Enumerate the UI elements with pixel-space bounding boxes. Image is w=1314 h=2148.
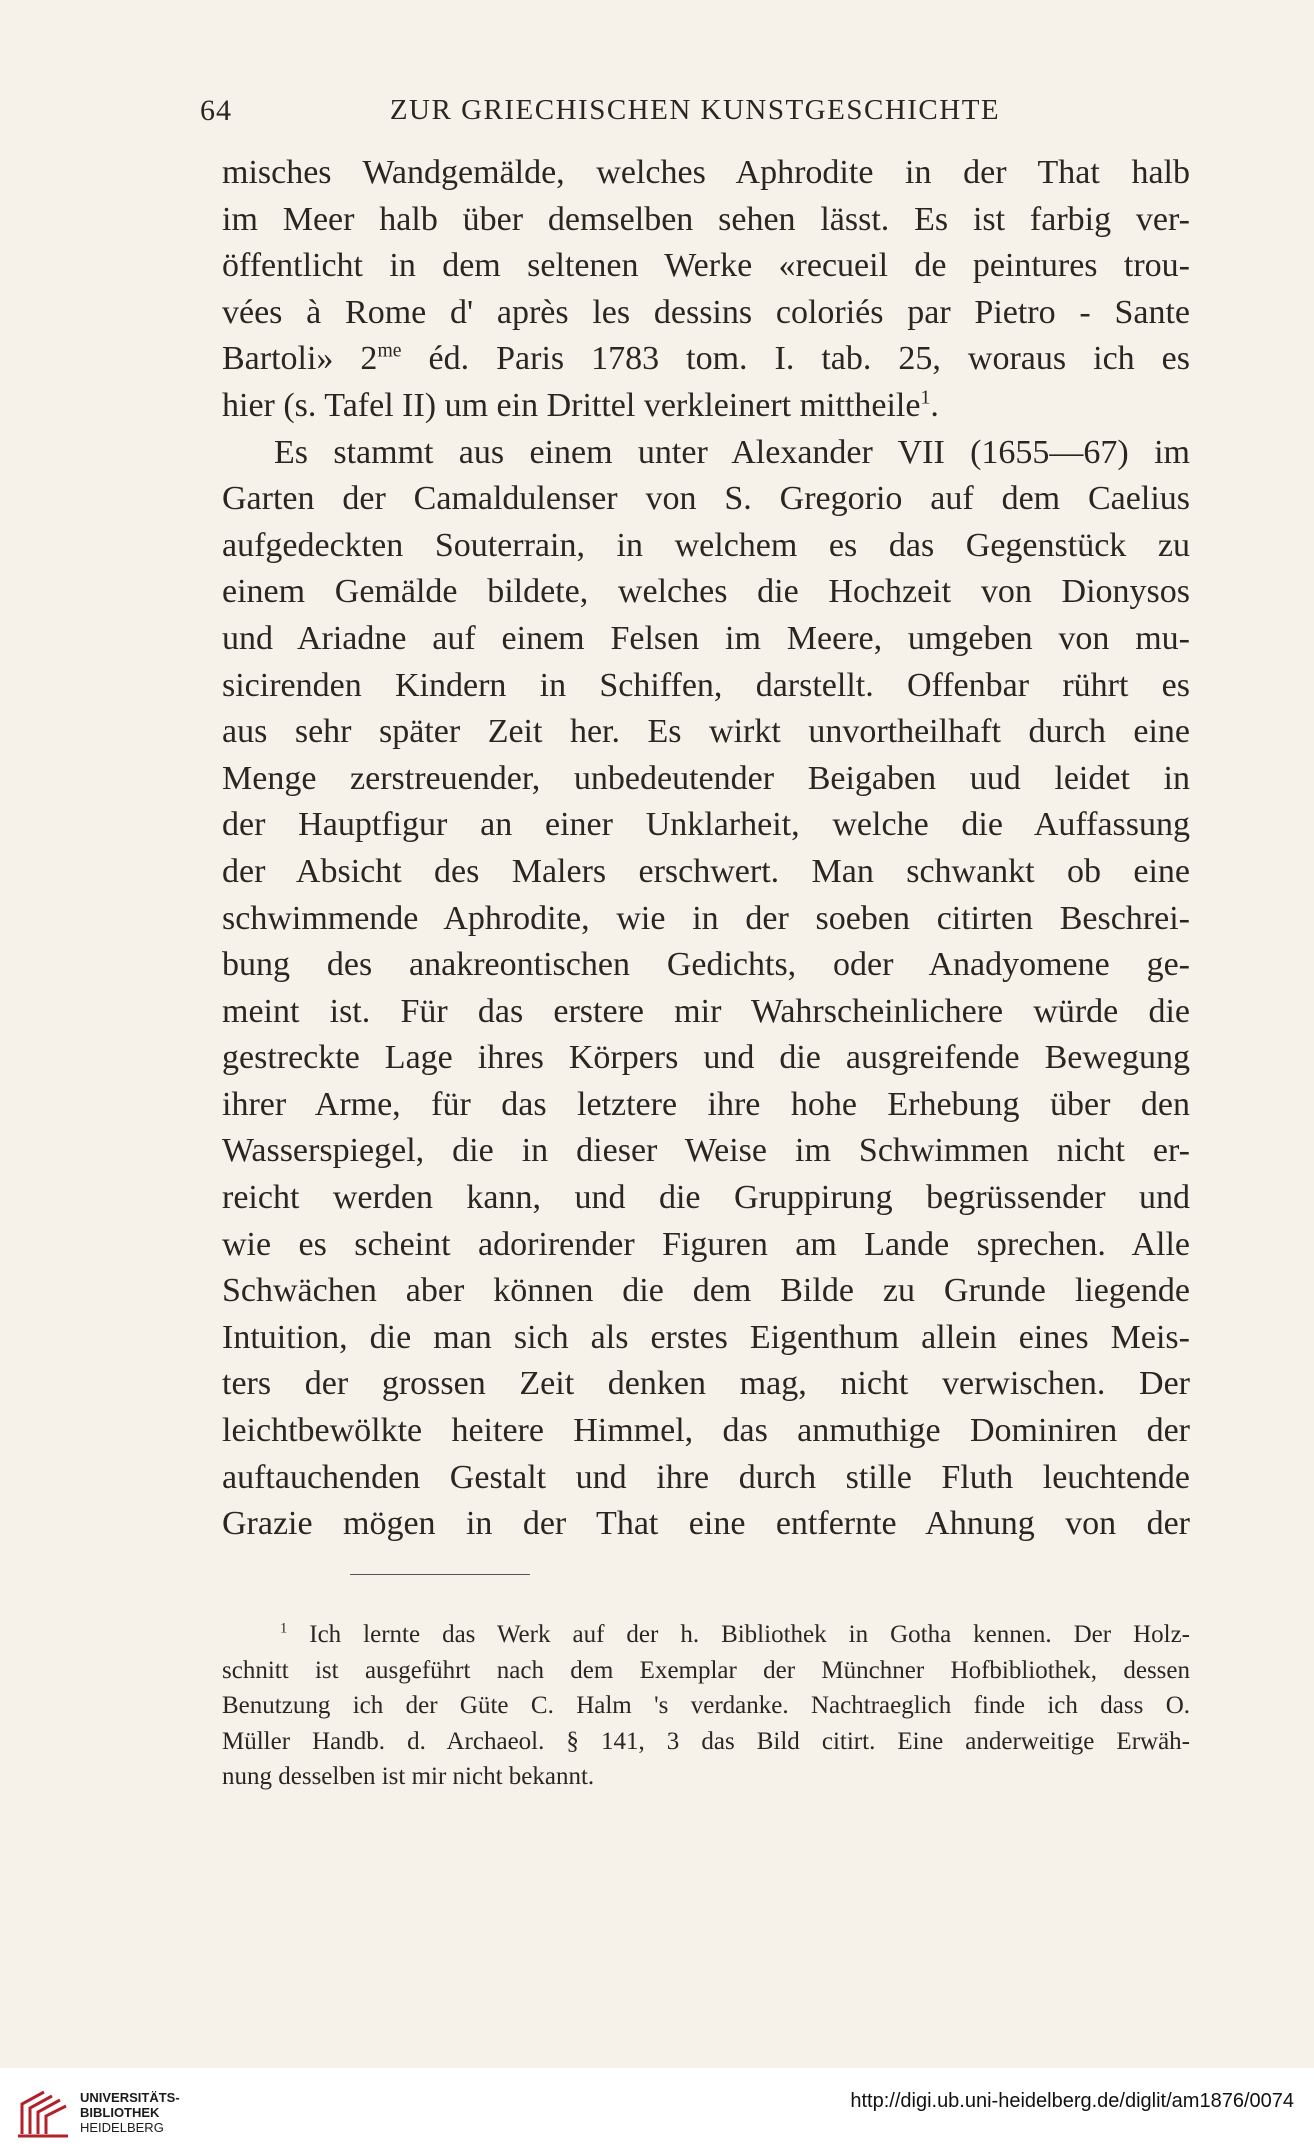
text-fragment: Bartoli» 2 bbox=[222, 340, 378, 378]
footnote-marker: 1 bbox=[280, 1620, 288, 1637]
footnote-line: schnitt ist ausgeführt nach dem Exemplar der Münchner Hofbibliothek, dessen bbox=[222, 1656, 1190, 1684]
edition-superscript: me bbox=[377, 340, 402, 363]
text-line: der Hauptfigur an einer Unklarheit, welche die Auffassung bbox=[222, 806, 1190, 844]
text-line: meint ist. Für das erstere mir Wahrscheinlichere würde die bbox=[222, 992, 1190, 1030]
text-line: leichtbewölkte heitere Himmel, das anmuthige Dominiren der bbox=[222, 1412, 1190, 1450]
library-name-line: BIBLIOTHEK bbox=[80, 2105, 160, 2120]
text-line bbox=[222, 383, 1190, 430]
text-line: Es stammt aus einem unter Alexander VII (1655—67) im bbox=[274, 433, 1190, 471]
main-text bbox=[222, 150, 1190, 1548]
text-line: reicht werden kann, und die Gruppirung begrüssender und bbox=[222, 1179, 1190, 1217]
text-line: Garten der Camaldulenser von S. Gregorio auf dem Caelius bbox=[222, 480, 1190, 518]
page-footer bbox=[0, 2068, 1314, 2148]
text-line: Grazie mögen in der That eine entfernte Ahnung von der bbox=[222, 1505, 1190, 1543]
text-line: misches Wandgemälde, welches Aphrodite in der That halb bbox=[222, 154, 1190, 191]
footnote-line: Benutzung ich der Güte C. Halm 's verdanke. Nachtraeglich finde ich dass O. bbox=[222, 1692, 1190, 1719]
text-line: ihrer Arme, für das letztere ihre hohe Erhebung über den bbox=[222, 1085, 1190, 1123]
text-line: Wasserspiegel, die in dieser Weise im Schwimmen nicht er- bbox=[222, 1132, 1190, 1170]
text-line: bung des anakreontischen Gedichts, oder Anadyomene ge- bbox=[222, 946, 1190, 984]
footnote-divider bbox=[350, 1574, 530, 1575]
text-line: und Ariadne auf einem Felsen im Meere, umgeben von mu- bbox=[222, 619, 1190, 657]
text-line: aufgedeckten Souterrain, in welchem es das Gegenstück zu bbox=[222, 526, 1190, 564]
text-fragment: Ich lernte das Werk auf der h. Bibliothek in Gotha kennen. Der Holz- bbox=[309, 1621, 1190, 1648]
text-fragment: . bbox=[930, 386, 939, 424]
text-line bbox=[222, 336, 1190, 383]
source-url-link[interactable]: http://digi.ub.uni-heidelberg.de/diglit/am1876/0074 bbox=[850, 2090, 1294, 2112]
text-line: vées à Rome d' après les dessins coloriés par Pietro - Sante bbox=[222, 293, 1190, 331]
text-line: wie es scheint adorirender Figuren am Lande sprechen. Alle bbox=[222, 1225, 1190, 1263]
page-header bbox=[200, 94, 1190, 134]
page-number: 64 bbox=[200, 94, 232, 127]
text-fragment: hier (s. Tafel II) um ein Drittel verkleinert mittheile bbox=[222, 386, 921, 424]
library-logo-icon bbox=[14, 2084, 72, 2142]
running-title: ZUR GRIECHISCHEN KUNSTGESCHICHTE bbox=[389, 94, 1001, 126]
footnote-line: Müller Handb. d. Archaeol. § 141, 3 das Bild citirt. Eine anderweitige Erwäh- bbox=[222, 1727, 1190, 1755]
text-line: Menge zerstreuender, unbedeutender Beigaben uud leidet in bbox=[222, 759, 1190, 797]
text-line: auftauchenden Gestalt und ihre durch stille Fluth leuchtende bbox=[222, 1458, 1190, 1496]
text-line: ters der grossen Zeit denken mag, nicht verwischen. Der bbox=[222, 1365, 1190, 1403]
text-fragment: éd. Paris 1783 tom. I. tab. 25, woraus ich es bbox=[401, 340, 1190, 378]
footnote-line: nung desselben ist mir nicht bekannt. bbox=[222, 1763, 595, 1790]
text-line: der Absicht des Malers erschwert. Man schwankt ob eine bbox=[222, 852, 1190, 890]
text-line: sicirenden Kindern in Schiffen, darstellt. Offenbar rührt es bbox=[222, 666, 1190, 704]
text-line: öffentlicht in dem seltenen Werke «recueil de peintures trou- bbox=[222, 247, 1190, 285]
text-line: Schwächen aber können die dem Bilde zu Grunde liegende bbox=[222, 1272, 1190, 1310]
footnote-reference[interactable]: 1 bbox=[920, 386, 931, 409]
text-line: einem Gemälde bildete, welches die Hochzeit von Dionysos bbox=[222, 573, 1190, 611]
text-line: gestreckte Lage ihres Körpers und die ausgreifende Bewegung bbox=[222, 1039, 1190, 1077]
footnote-line bbox=[222, 1617, 1190, 1653]
library-name-line: UNIVERSITÄTS- bbox=[80, 2090, 180, 2105]
footnotes bbox=[222, 1617, 1190, 1795]
library-name bbox=[80, 2090, 180, 2135]
library-name-line: HEIDELBERG bbox=[80, 2120, 164, 2135]
text-line: aus sehr später Zeit her. Es wirkt unvortheilhaft durch eine bbox=[222, 713, 1190, 751]
text-line: Intuition, die man sich als erstes Eigenthum allein eines Meis- bbox=[222, 1318, 1190, 1356]
text-line: im Meer halb über demselben sehen lässt. Es ist farbig ver- bbox=[222, 200, 1190, 238]
text-line: schwimmende Aphrodite, wie in der soeben citirten Beschrei- bbox=[222, 899, 1190, 937]
